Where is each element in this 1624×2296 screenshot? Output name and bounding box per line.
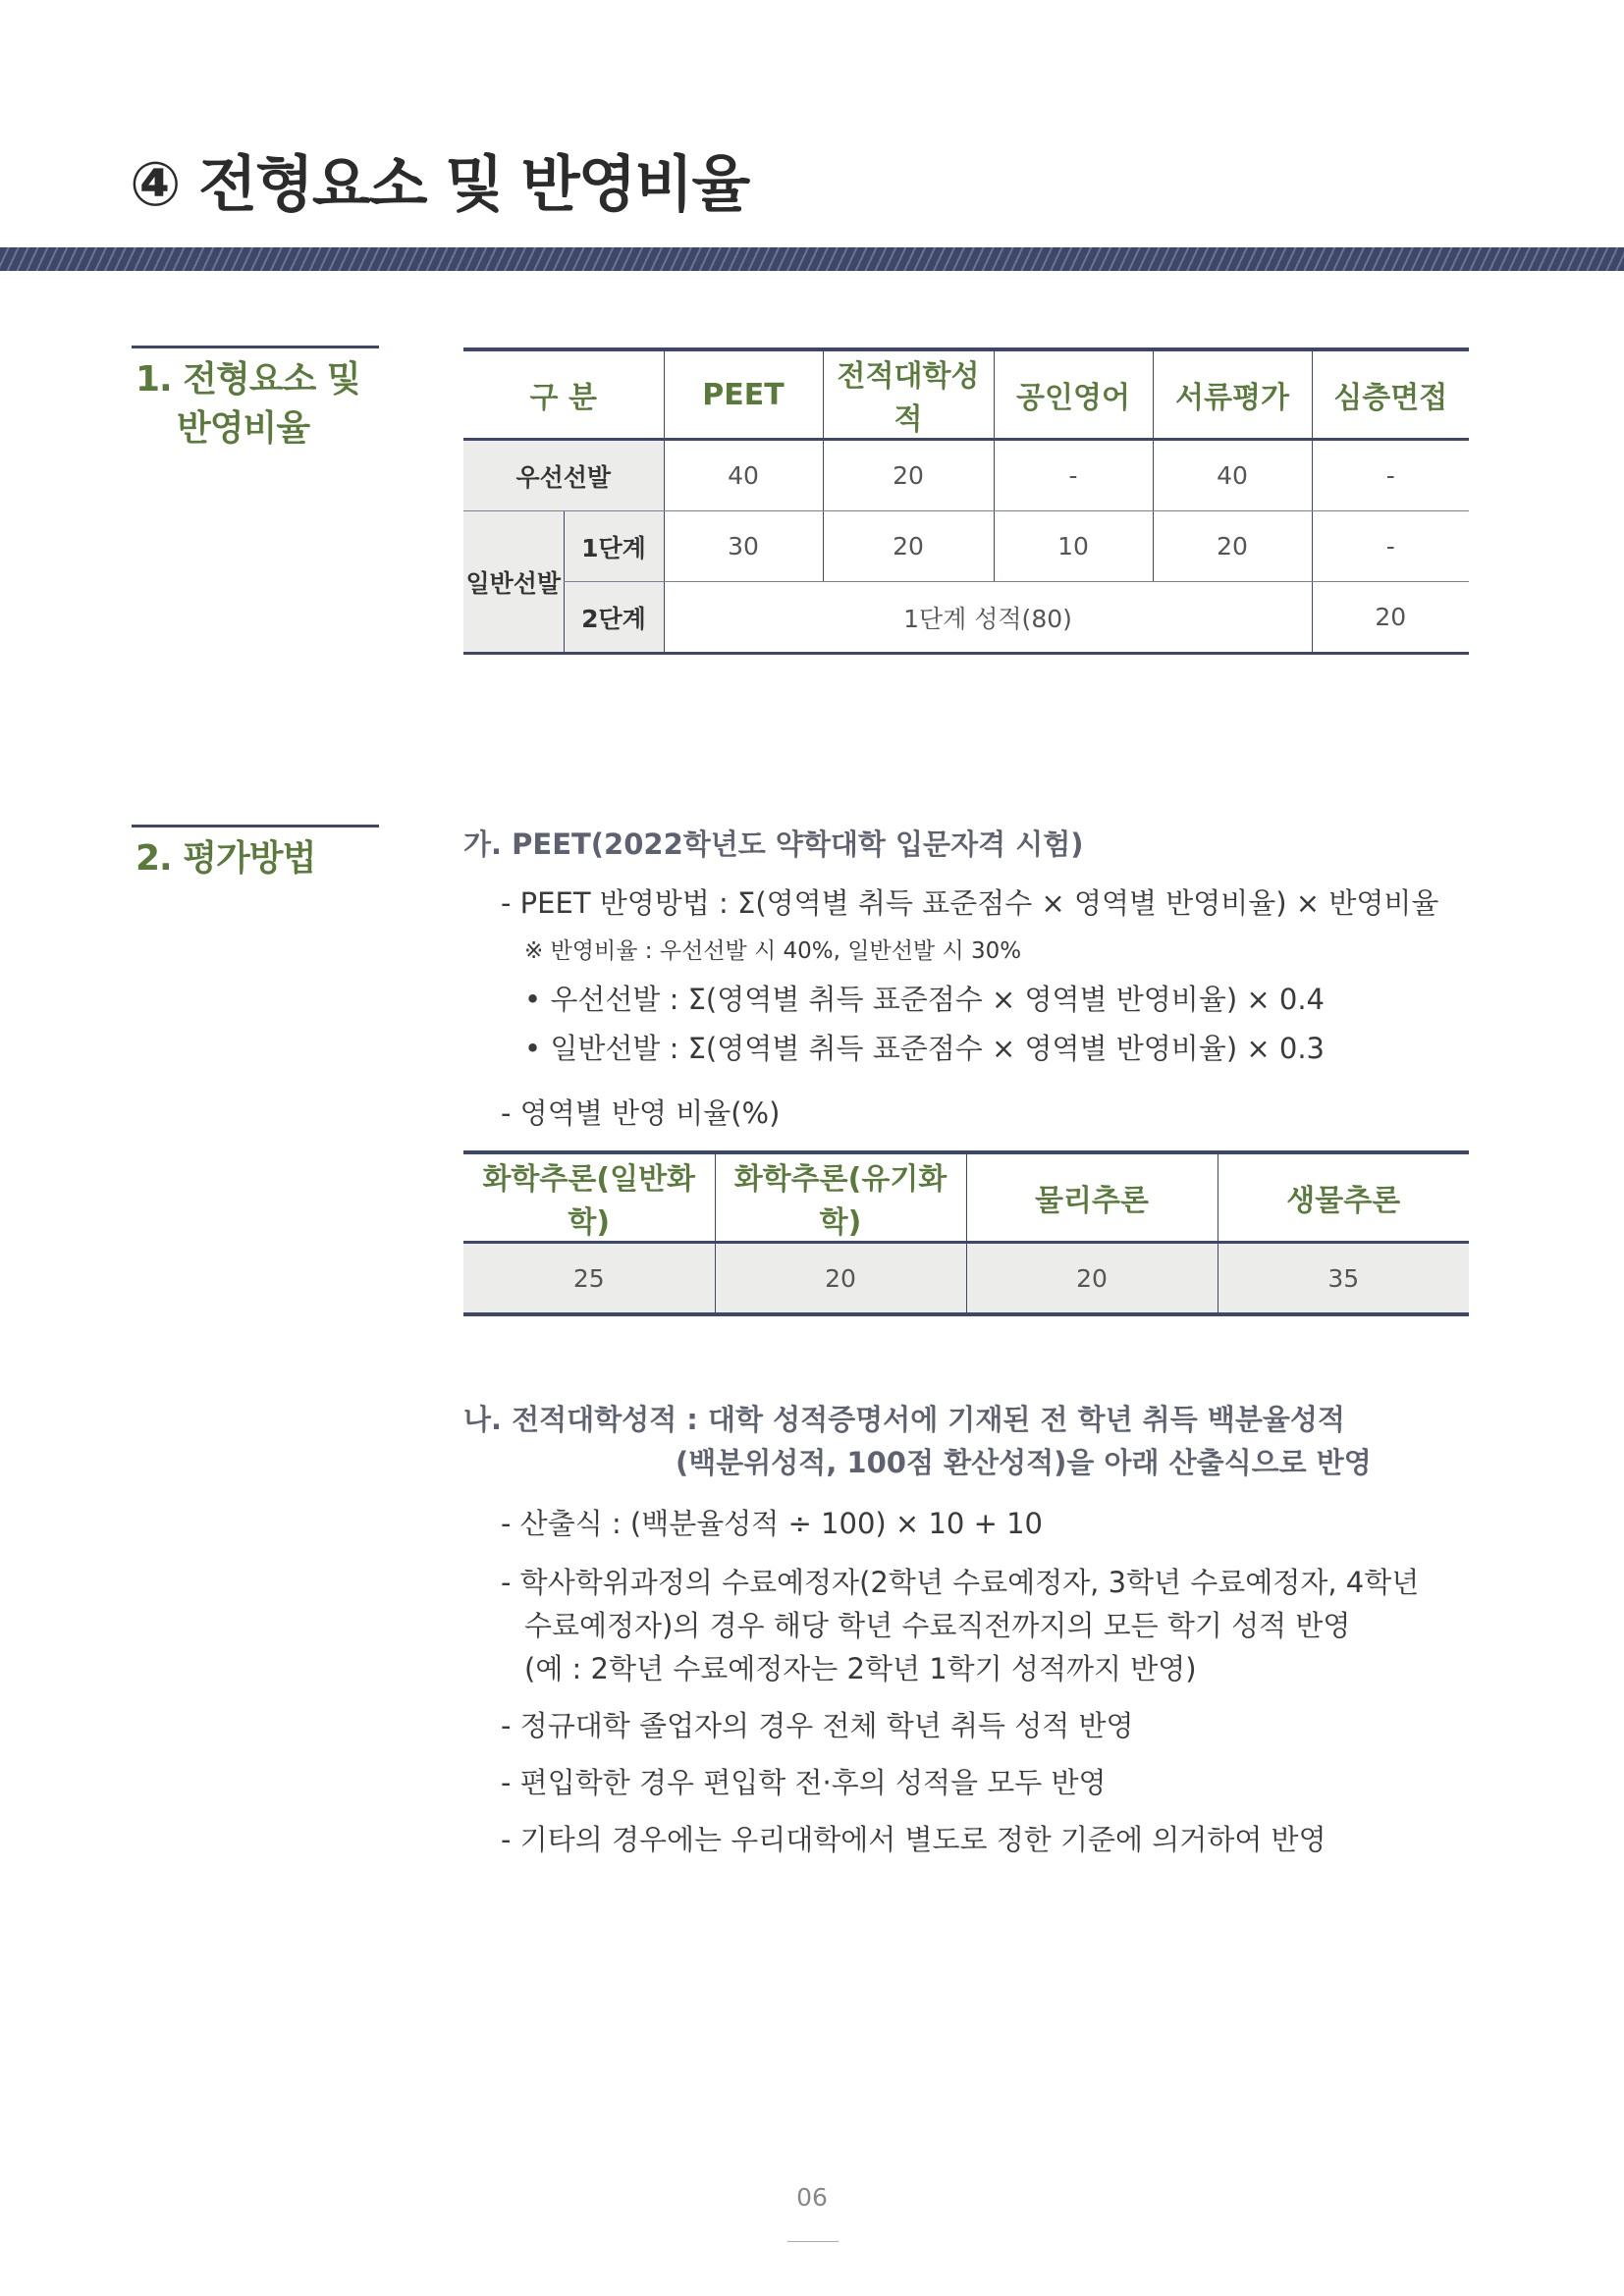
- admission-elements-table: [463, 347, 1469, 655]
- page-number: 06: [796, 2183, 828, 2212]
- header-physics: 물리추론: [966, 1152, 1218, 1243]
- table-row: [463, 1243, 1469, 1315]
- page-number-rule: [787, 2241, 839, 2242]
- section2-rule: [132, 825, 379, 828]
- header-document: 서류평가: [1153, 349, 1312, 440]
- table-cell: 35: [1218, 1243, 1469, 1315]
- row-label-general: 일반선발: [463, 511, 564, 654]
- peet-ratio-note: ※ 반영비율 : 우선선발 시 40%, 일반선발 시 30%: [524, 938, 1022, 964]
- ratio-table-label: - 영역별 반영 비율(%): [501, 1096, 781, 1130]
- header-interview: 심층면접: [1312, 349, 1469, 440]
- table-cell: 20: [823, 440, 994, 511]
- header-biology: 생물추론: [1218, 1152, 1469, 1243]
- table-header-row: [463, 349, 1469, 440]
- header-prior-gpa: 전적대학성적: [823, 349, 994, 440]
- table-cell: 20: [1153, 511, 1312, 582]
- table-cell: -: [994, 440, 1153, 511]
- table-cell: 20: [1312, 582, 1469, 654]
- section1-rule: [132, 346, 379, 348]
- table-header-row: [463, 1152, 1469, 1243]
- table-cell: 40: [1153, 440, 1312, 511]
- gpa-item2-line2: 수료예정자)의 경우 해당 학년 수료직전까지의 모든 학기 성적 반영: [524, 1609, 1351, 1642]
- peet-heading: 가. PEET(2022학년도 약학대학 입문자격 시험): [463, 828, 1084, 861]
- header-category: 구 분: [463, 349, 664, 440]
- peet-method: - PEET 반영방법 : Σ(영역별 취득 표준점수 × 영역별 반영비율) × 반영비율: [501, 886, 1439, 920]
- row-label-stage1: 1단계: [564, 511, 664, 582]
- table-cell: 20: [823, 511, 994, 582]
- section1-label: [135, 355, 360, 454]
- table-cell: 10: [994, 511, 1153, 582]
- table-cell: 40: [664, 440, 823, 511]
- header-english: 공인영어: [994, 349, 1153, 440]
- section2-label: 2. 평가방법: [135, 838, 316, 879]
- title-divider-band: [0, 247, 1624, 271]
- row-label-stage2: 2단계: [564, 582, 664, 654]
- gpa-item2-line3: (예 : 2학년 수료예정자는 2학년 1학기 성적까지 반영): [524, 1652, 1197, 1685]
- gpa-item5: - 기타의 경우에는 우리대학에서 별도로 정한 기준에 의거하여 반영: [501, 1823, 1326, 1856]
- table-cell: 20: [966, 1243, 1218, 1315]
- table-cell: 20: [715, 1243, 966, 1315]
- table-cell: 30: [664, 511, 823, 582]
- gpa-heading-line2: (백분위성적, 100점 환산성적)을 아래 산출식으로 반영: [676, 1446, 1372, 1479]
- subject-ratio-table: [463, 1150, 1469, 1316]
- header-org-chem: 화학추론(유기화학): [715, 1152, 966, 1243]
- table-row: [463, 440, 1469, 511]
- page-title: ④ 전형요소 및 반영비율: [130, 148, 749, 220]
- row-label-priority: 우선선발: [463, 440, 664, 511]
- gpa-item3: - 정규대학 졸업자의 경우 전체 학년 취득 성적 반영: [501, 1709, 1134, 1742]
- table-cell-merged: 1단계 성적(80): [664, 582, 1312, 654]
- gpa-item2-line1: - 학사학위과정의 수료예정자(2학년 수료예정자, 3학년 수료예정자, 4학년: [501, 1566, 1420, 1599]
- gpa-heading-line1: 나. 전적대학성적 : 대학 성적증명서에 기재된 전 학년 취득 백분율성적: [463, 1403, 1345, 1436]
- gpa-item4: - 편입학한 경우 편입학 전·후의 성적을 모두 반영: [501, 1766, 1107, 1799]
- table-cell: 25: [463, 1243, 715, 1315]
- priority-formula: • 우선선발 : Σ(영역별 취득 표준점수 × 영역별 반영비율) × 0.4: [524, 983, 1326, 1016]
- table-row: [463, 582, 1469, 654]
- gpa-formula: - 산출식 : (백분율성적 ÷ 100) × 10 + 10: [501, 1507, 1043, 1540]
- table-cell: -: [1312, 440, 1469, 511]
- table-row: [463, 511, 1469, 582]
- table-cell: -: [1312, 511, 1469, 582]
- general-formula: • 일반선발 : Σ(영역별 취득 표준점수 × 영역별 반영비율) × 0.3: [524, 1032, 1326, 1065]
- header-gen-chem: 화학추론(일반화학): [463, 1152, 715, 1243]
- section1-label-line2: 반영비율: [177, 408, 310, 449]
- header-peet: PEET: [664, 349, 823, 440]
- section1-label-line1: 1. 전형요소 및: [135, 359, 360, 400]
